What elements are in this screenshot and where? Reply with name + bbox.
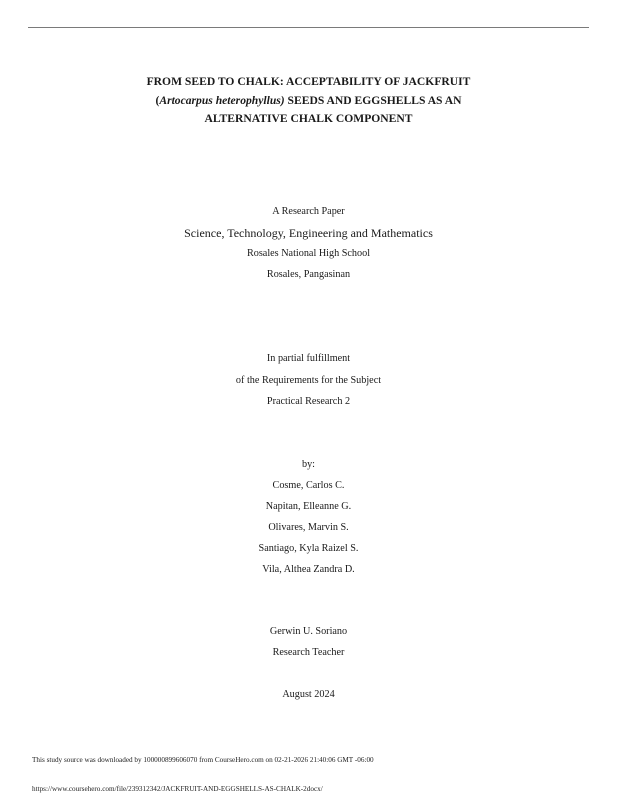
paper-date: August 2024 [282,689,335,700]
author-name: Napitan, Elleanne G. [265,501,352,512]
teacher-role: Research Teacher [272,647,345,658]
download-notice: This study source was downloaded by 100000899606070 from CourseHero.com on 02-21-2026 21:40:06 GMT -06:00 [32,756,374,764]
by-label: by: [301,459,316,470]
source-url[interactable]: https://www.coursehero.com/file/239312342/JACKFRUIT-AND-EGGSHELLS-AS-CHALK-2docx/ [32,785,323,793]
author-name: Vila, Althea Zandra D. [262,564,355,575]
teacher-name: Gerwin U. Soriano [269,626,348,637]
fulfillment-line-1: In partial fulfillment [266,353,351,364]
title-line-2 [0,92,617,111]
title-open-paren: ( [155,93,160,107]
title-line-1: FROM SEED TO CHALK: ACCEPTABILITY OF JACKFRUIT [146,75,471,88]
scientific-name: Artocarpus heterophyllus) [159,93,285,107]
school-name: Rosales National High School [246,248,371,259]
author-name: Santiago, Kyla Raizel S. [258,543,359,554]
school-location: Rosales, Pangasinan [266,269,351,280]
subject-name: Practical Research 2 [266,396,351,407]
author-name: Cosme, Carlos C. [272,480,345,491]
author-name: Olivares, Marvin S. [268,522,349,533]
paper-title [0,73,617,129]
fulfillment-line-2: of the Requirements for the Subject [235,375,382,386]
strand-name: Science, Technology, Engineering and Mathematics [184,226,433,240]
title-line-3: ALTERNATIVE CHALK COMPONENT [204,112,413,125]
top-divider [28,27,589,28]
paper-type: A Research Paper [272,206,345,217]
title-line-2-rest: SEEDS AND EGGSHELLS AS AN [284,93,462,107]
